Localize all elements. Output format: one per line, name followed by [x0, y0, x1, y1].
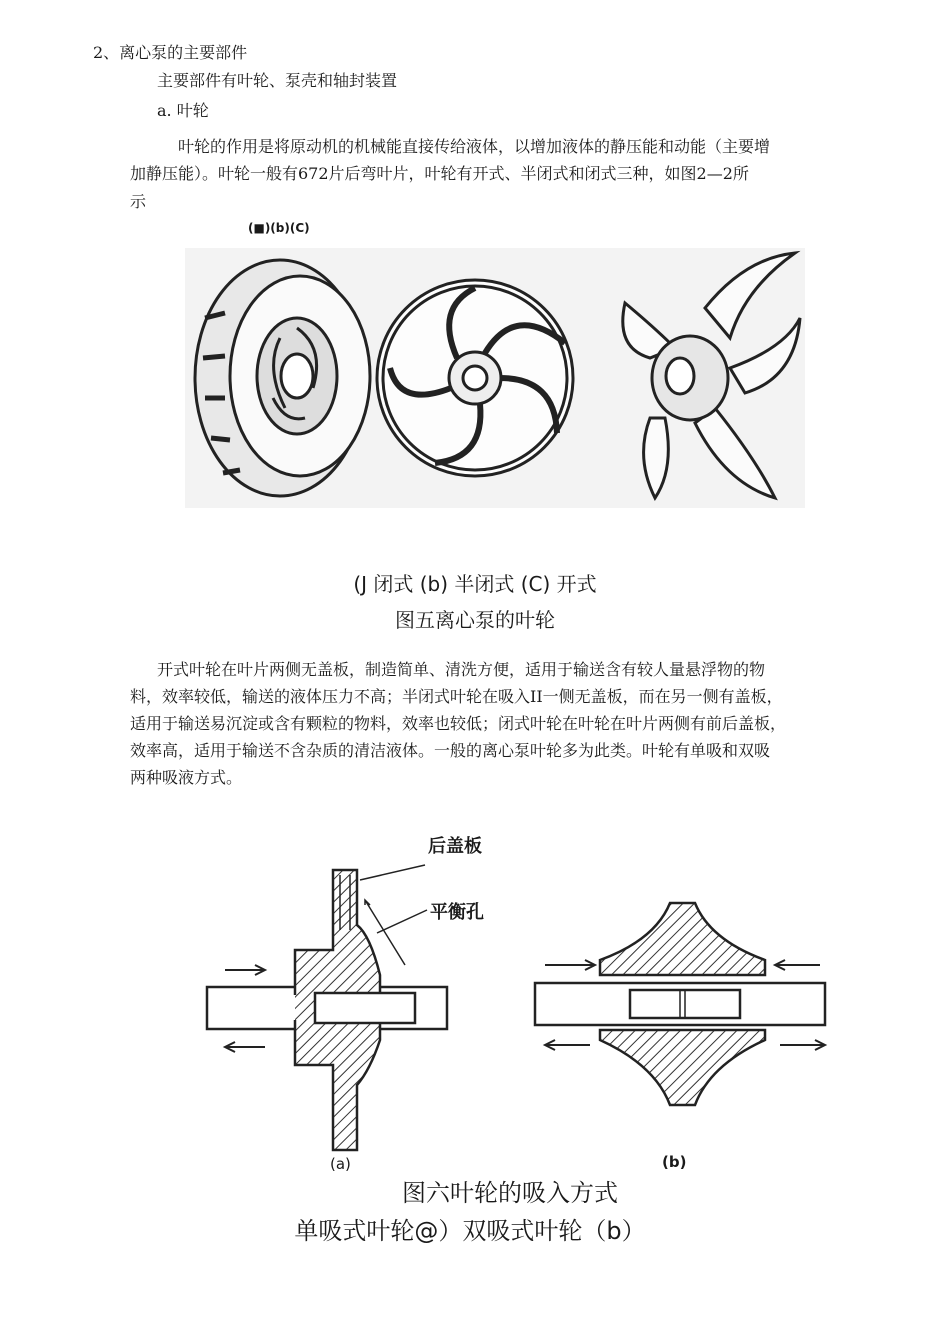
figure5-impellers-image	[185, 248, 805, 508]
figure6-suction-diagram	[195, 825, 835, 1175]
para2-line3: 适用于输送易沉淀或含有颗粒的物料，效率也较低；闭式叶轮在叶轮在叶片两侧有前后盖板，	[130, 714, 787, 733]
para2-line1: 开式叶轮在叶片两侧无盖板，制造简单、清洗方便，适用于输送含有较人量悬浮物的物	[157, 660, 766, 679]
label-a: (a)	[330, 1155, 351, 1173]
para2-line5: 两种吸液方式。	[130, 768, 243, 787]
figure5-caption-line1: (J 闭式 (b) 半闭式 (C) 开式	[353, 572, 597, 596]
sub-heading: a. 叶轮	[157, 101, 209, 120]
figure6-caption-line2: 单吸式叶轮@）双吸式叶轮（b）	[294, 1217, 646, 1245]
para1-line3: 示	[130, 192, 147, 211]
figure5-caption-line2: 图五离心泵的叶轮	[395, 608, 555, 632]
label-back-cover: 后盖板	[428, 836, 482, 857]
label-balance-hole: 平衡孔	[430, 902, 484, 923]
label-b: (b)	[662, 1153, 687, 1171]
figure6-caption-line1: 图六叶轮的吸入方式	[402, 1179, 618, 1207]
para1-line2: 加静压能）。叶轮一般有672片后弯叶片，叶轮有开式、半闭式和闭式三种，如图2—2所	[130, 164, 749, 183]
section-intro: 主要部件有叶轮、泵壳和轴封装置	[157, 71, 398, 90]
semi-closed-impeller-drawing	[377, 280, 573, 476]
para2-line2: 料，效率较低，输送的液体压力不高；半闭式叶轮在吸入II一侧无盖板，而在另一侧有盖板，	[130, 687, 783, 706]
section-heading: 2、离心泵的主要部件	[93, 43, 248, 62]
single-suction-impeller-drawing	[207, 865, 447, 1150]
para2-line4: 效率高，适用于输送不含杂质的清洁液体。一般的离心泵叶轮多为此类。叶轮有单吸和双吸	[130, 741, 771, 760]
para1-line1: 叶轮的作用是将原动机的机械能直接传给液体，以增加液体的静压能和动能（主要增	[178, 137, 771, 156]
double-suction-impeller-drawing	[535, 903, 825, 1105]
figure5-top-label: (■)(b)(C)	[248, 221, 310, 235]
